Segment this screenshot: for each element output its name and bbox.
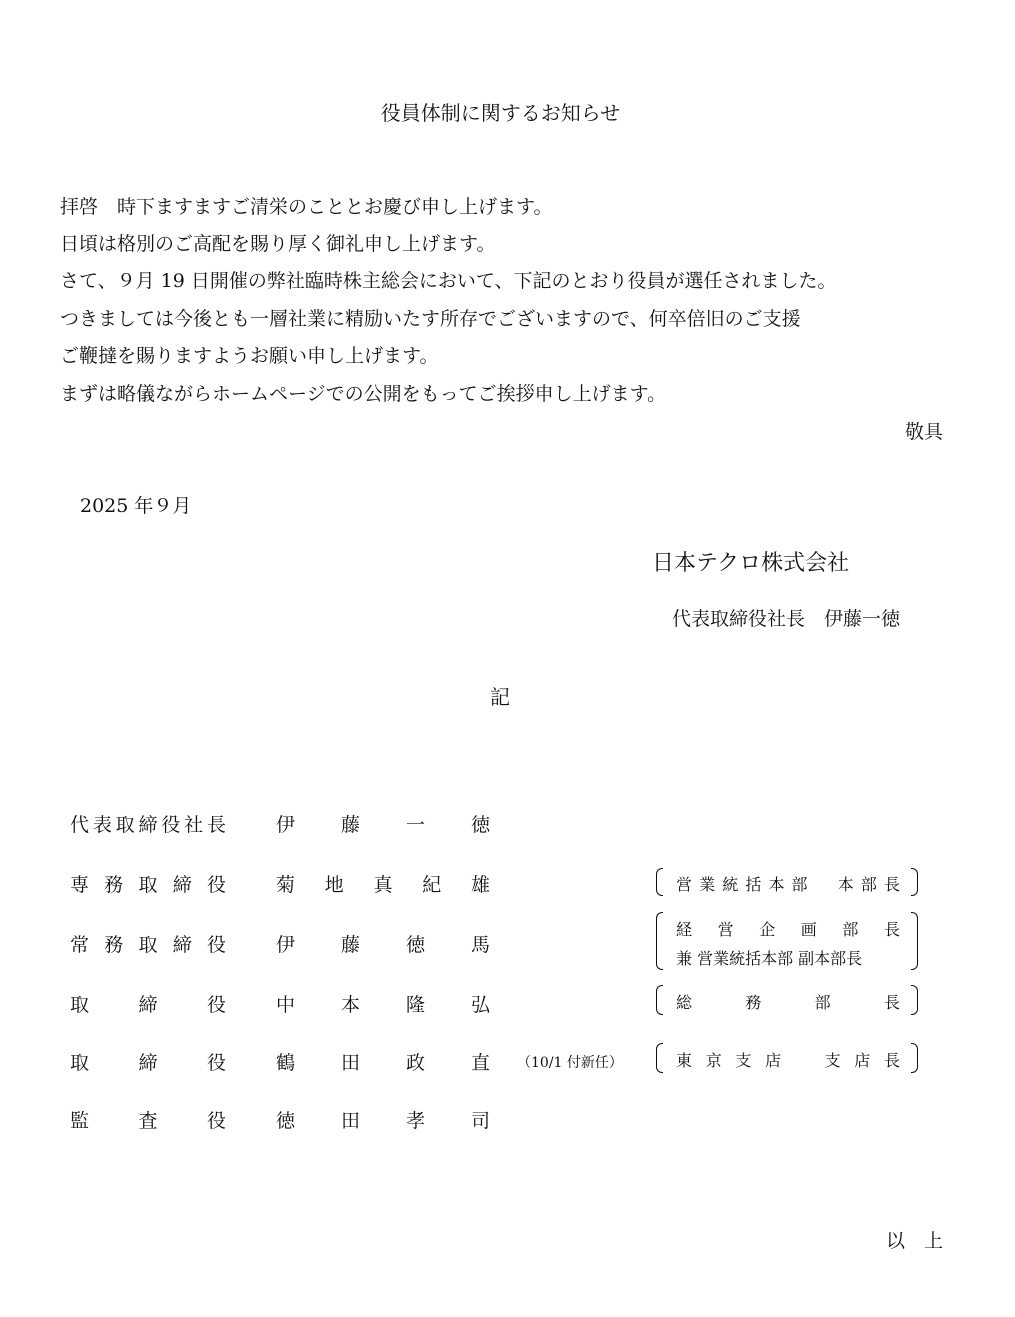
officer-name — [276, 1048, 490, 1074]
officer-name-char: 田 — [341, 1052, 361, 1074]
officer-position-char: 取 — [115, 814, 135, 836]
officer-name-char: 田 — [341, 1110, 361, 1132]
department-char: 店 — [854, 1051, 871, 1070]
department-char: 部 — [842, 919, 859, 939]
officer-name-char: 中 — [276, 994, 296, 1016]
body-line: さて、９月 19 日開催の弊社臨時株主総会において、下記のとおり役員が選任されました。 — [60, 270, 837, 292]
body-line: まずは略儀ながらホームページでの公開をもってご挨拶申し上げます。 — [60, 383, 667, 405]
officer-name-char: 馬 — [471, 934, 491, 956]
department-char: 企 — [759, 919, 776, 939]
department-char — [815, 872, 831, 895]
officer-name-char: 隆 — [406, 994, 426, 1016]
department-char: 務 — [745, 993, 762, 1012]
officer-department — [656, 1043, 918, 1073]
officer-name-char: 伊 — [276, 934, 296, 956]
officer-position-char: 締 — [172, 934, 192, 956]
officer-position — [70, 990, 226, 1016]
officer-name-char: 孝 — [406, 1110, 426, 1132]
officer-row — [0, 1098, 1015, 1138]
company-name: 日本テクロ株式会社 — [652, 551, 850, 576]
officer-name-char: 弘 — [471, 994, 491, 1016]
page-title: 役員体制に関するお知らせ — [380, 101, 621, 125]
officer-name-char: 徳 — [471, 814, 491, 836]
officer-name-char: 真 — [373, 874, 393, 896]
department-char: 本 — [768, 875, 785, 894]
department-char: 支 — [735, 1051, 752, 1070]
department-char: 業 — [699, 875, 716, 894]
officer-position-char: 査 — [138, 1110, 158, 1132]
officer-position-char: 締 — [138, 1052, 158, 1074]
officer-position-char: 役 — [207, 1110, 227, 1132]
department-char: 支 — [824, 1051, 841, 1070]
officer-name — [276, 930, 490, 956]
officer-position-char: 専 — [70, 874, 90, 896]
officer-position-char: 締 — [138, 994, 158, 1016]
department-line — [676, 990, 900, 1012]
officer-name-char: 地 — [324, 874, 344, 896]
ki-heading: 記 — [490, 685, 510, 709]
officer-name-char: 雄 — [471, 874, 491, 896]
department-char: 画 — [800, 919, 817, 939]
department-char: 営 — [676, 875, 693, 894]
officer-position — [70, 1048, 226, 1074]
officer-position-char: 社 — [184, 814, 204, 836]
officer-position-char: 務 — [104, 934, 124, 956]
officer-name — [276, 990, 490, 1016]
department-char: 長 — [884, 919, 901, 939]
officer-position-char: 取 — [70, 1052, 90, 1074]
officer-department — [656, 912, 918, 970]
officer-name — [276, 1106, 490, 1132]
body-line: 日頃は格別のご高配を賜り厚く御礼申し上げます。 — [60, 233, 496, 255]
officer-position-char: 取 — [138, 934, 158, 956]
department-char: 長 — [884, 875, 901, 894]
body-line: 拝啓 時下ますますご清栄のこととお慶び申し上げます。 — [60, 196, 553, 218]
department-char: 長 — [884, 1051, 901, 1070]
officer-name — [276, 870, 490, 896]
officer-department — [656, 868, 918, 896]
department-char: 部 — [791, 875, 808, 894]
officer-name-char: 本 — [341, 994, 361, 1016]
officer-position-char: 取 — [138, 874, 158, 896]
end-mark: 以 上 — [885, 1230, 943, 1252]
officer-name — [276, 810, 490, 836]
department-char: 本 — [837, 875, 854, 894]
body-line: つきましては今後とも一層社業に精励いたす所存でございますので、何卒倍旧のご支援 — [60, 308, 801, 330]
officer-position-char: 締 — [172, 874, 192, 896]
officer-position-char: 取 — [70, 994, 90, 1016]
officer-name-char: 徳 — [406, 934, 426, 956]
officer-position-char: 役 — [207, 994, 227, 1016]
officer-name-char: 一 — [406, 814, 426, 836]
officer-position-char: 表 — [92, 814, 112, 836]
department-char: 総 — [676, 993, 693, 1012]
officer-department — [656, 985, 918, 1015]
department-char: 営 — [717, 919, 734, 939]
officer-name-char: 藤 — [341, 934, 361, 956]
department-text: 兼 営業統括本部 副本部長 — [676, 948, 863, 968]
department-char: 部 — [860, 875, 877, 894]
department-char: 東 — [676, 1051, 693, 1070]
department-char: 部 — [814, 993, 831, 1012]
officer-name-char: 鶴 — [276, 1052, 296, 1074]
officer-position-char: 役 — [207, 874, 227, 896]
department-line — [676, 1048, 900, 1070]
officer-position-char: 役 — [207, 934, 227, 956]
department-line — [676, 946, 900, 968]
officer-position-char: 常 — [70, 934, 90, 956]
officer-position-char: 監 — [70, 1110, 90, 1132]
officer-note: （10/1 付新任） — [517, 1055, 623, 1071]
department-line — [676, 872, 900, 894]
officer-position-char: 役 — [207, 1052, 227, 1074]
department-char: 京 — [705, 1051, 722, 1070]
officer-position-char: 務 — [104, 874, 124, 896]
issue-date: 2025 年９月 — [80, 495, 192, 517]
closing-word: 敬具 — [904, 421, 943, 443]
officer-name-char: 司 — [471, 1110, 491, 1132]
department-char: 経 — [676, 919, 693, 939]
officer-position-char: 代 — [70, 814, 90, 836]
officer-name-char: 伊 — [276, 814, 296, 836]
officer-name-char: 藤 — [341, 814, 361, 836]
officer-name-char: 徳 — [276, 1110, 296, 1132]
officer-position — [70, 1106, 226, 1132]
department-line — [676, 917, 900, 939]
officer-name-char: 紀 — [422, 874, 442, 896]
officer-position-char: 役 — [161, 814, 181, 836]
department-char: 括 — [745, 875, 762, 894]
representative: 代表取締役社長 伊藤一徳 — [672, 608, 901, 630]
officer-position — [70, 870, 226, 896]
officer-position-char: 締 — [138, 814, 158, 836]
officer-name-char: 政 — [406, 1052, 426, 1074]
officer-position — [70, 810, 226, 836]
department-char: 長 — [884, 993, 901, 1012]
officer-position — [70, 930, 226, 956]
department-char: 統 — [722, 875, 739, 894]
officer-row — [0, 802, 1015, 842]
officer-name-char: 菊 — [276, 874, 296, 896]
officer-name-char: 直 — [471, 1052, 491, 1074]
officer-position-char: 長 — [207, 814, 227, 836]
department-char: 店 — [765, 1051, 782, 1070]
body-line: ご鞭撻を賜りますようお願い申し上げます。 — [60, 345, 439, 367]
department-char — [795, 1048, 811, 1071]
